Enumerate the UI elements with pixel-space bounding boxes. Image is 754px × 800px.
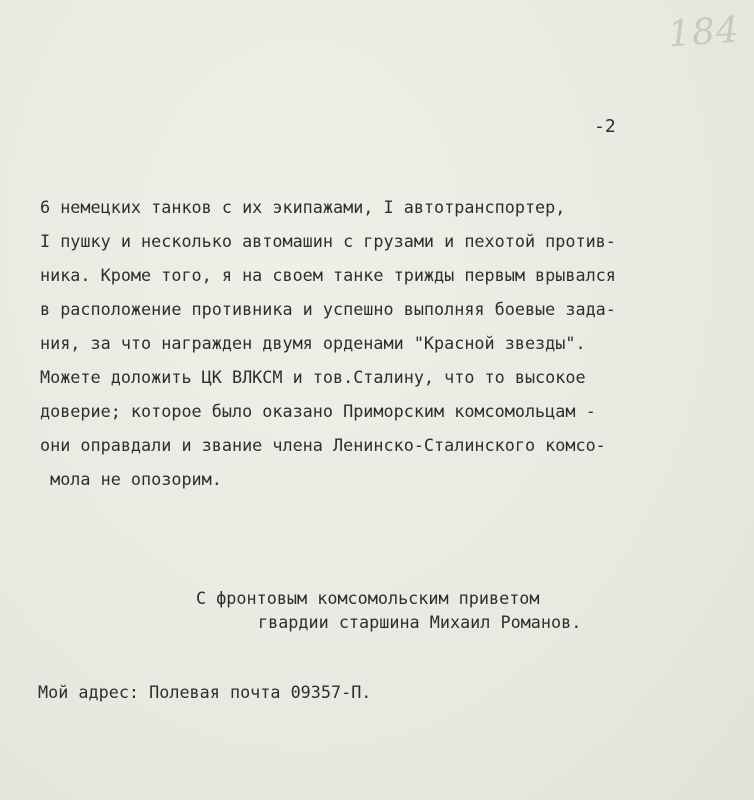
body-line: Можете доложить ЦК ВЛКСМ и тов.Сталину, что то высокое	[40, 367, 586, 387]
signoff	[196, 586, 581, 634]
signoff-signature: гвардии старшина Михаил Романов.	[258, 612, 582, 632]
letter-body	[40, 190, 740, 496]
signoff-greeting: С фронтовым комсомольским приветом	[196, 588, 540, 608]
body-line: в расположение противника и успешно выполняя боевые зада-	[40, 299, 616, 319]
sender-address: Мой адрес: Полевая почта 09357-П.	[38, 682, 372, 702]
body-line: мола не опозорим.	[40, 469, 222, 489]
body-line: ния, за что награжден двумя орденами "Красной звезды".	[40, 333, 586, 353]
body-line: ника. Кроме того, я на своем танке трижды первым врывался	[40, 265, 616, 285]
archive-number: 184	[666, 9, 742, 56]
body-line: I пушку и несколько автомашин с грузами и пехотой против-	[40, 231, 616, 251]
body-line: они оправдали и звание члена Ленинско-Сталинского комсо-	[40, 435, 606, 455]
page-number: -2	[594, 116, 616, 137]
body-line: доверие; которое было оказано Приморским комсомольцам -	[40, 401, 596, 421]
body-line: 6 немецких танков с их экипажами, I автотранспортер,	[40, 197, 566, 217]
